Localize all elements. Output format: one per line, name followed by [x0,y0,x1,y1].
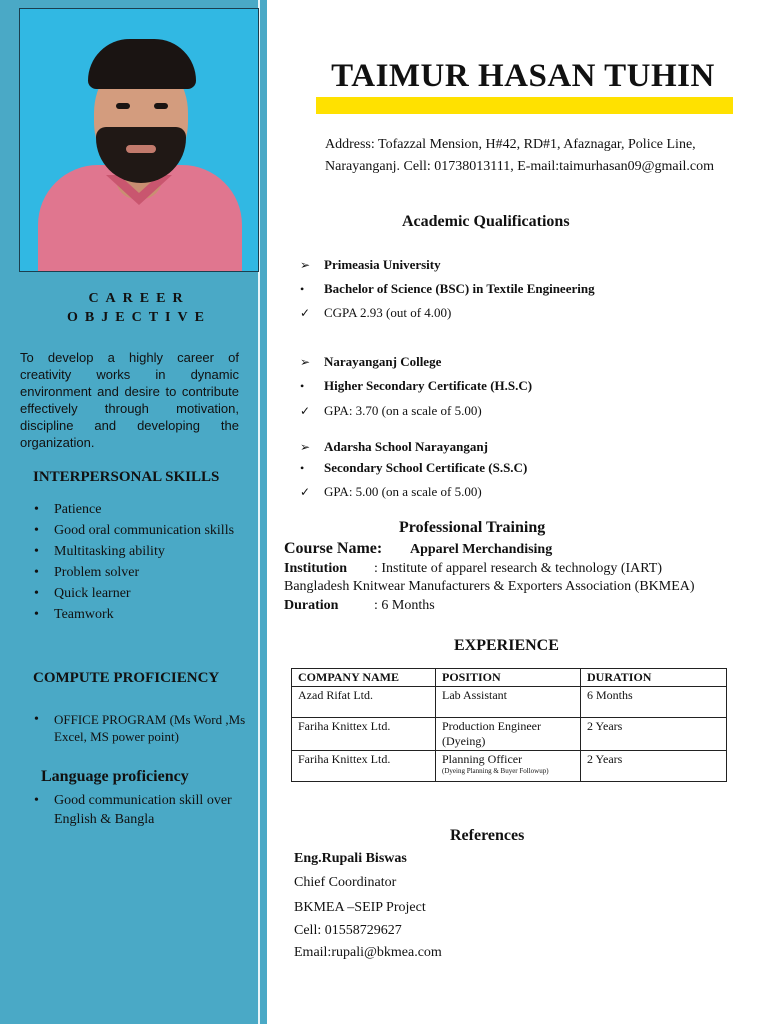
academic-row-text: Bachelor of Science (BSC) in Textile Engineering [324,281,595,296]
academic-row-text: GPA: 3.70 (on a scale of 5.00) [324,403,482,418]
academic-row [300,460,527,476]
language-proficiency-list [32,791,232,831]
academic-row-text: Primeasia University [324,257,441,272]
position-text: Planning Officer [442,752,523,766]
check-icon: ✓ [300,306,311,320]
academic-row [300,257,441,273]
reference-role: Chief Coordinator [294,875,397,890]
academic-row-text: Secondary School Certificate (S.S.C) [324,460,528,475]
duration-cell: 2 Years [581,751,727,782]
academic-row [300,403,482,419]
position-note: (Dyeing Planning & Buyer Followup) [442,767,549,775]
reference-org: BKMEA –SEIP Project [294,900,426,915]
career-title-line1: CAREER [88,291,190,306]
institution-line2: Bangladesh Knitwear Manufacturers & Exporters Association (BKMEA) [284,579,695,594]
academic-row-text: GPA: 5.00 (on a scale of 5.00) [324,484,482,499]
contact-address: Address: Tofazzal Mension, H#42, RD#1, Afaznagar, Police Line, Narayanganj. Cell: 01738013111, E-mail:taimurhasan09@gmail.com [325,137,714,174]
table-header-row [292,669,727,687]
academic-row-text: Narayanganj College [324,354,442,369]
bullet-icon: • [300,461,305,475]
references-title: References [450,827,525,844]
photo-hair [88,39,196,89]
table-row [292,751,727,782]
skill-item: • Multitasking ability [32,542,252,561]
academic-row [300,484,482,500]
career-objective-text: To develop a highly career of creativity works in dynamic environment and desire to contribute effectively through motivation, discipline and developing the organization. [20,350,239,450]
compute-proficiency-list [32,711,247,747]
academic-row-text: Higher Secondary Certificate (H.S.C) [324,378,533,393]
skill-item: • Teamwork [32,605,252,624]
experience-table [291,668,727,782]
academic-row [300,378,532,394]
academic-qualifications-title: Academic Qualifications [402,213,570,230]
career-objective-title [20,289,258,327]
reference-cell: Cell: 01558729627 [294,923,402,938]
table-row [292,687,727,718]
company-cell: Azad Rifat Ltd. [292,687,436,718]
check-icon: ✓ [300,404,311,418]
photo-eye-left [116,103,130,109]
compute-item: • OFFICE PROGRAM (Ms Word ,Ms Excel, MS power point) [32,711,247,745]
language-proficiency-title: Language proficiency [41,768,189,785]
course-name-value: Apparel Merchandising [410,542,553,557]
position-cell [436,751,581,782]
academic-row [300,354,441,370]
institution-value: : Institute of apparel research & technology (IART) [374,561,662,576]
name-underline-bar [316,97,733,114]
reference-name: Eng.Rupali Biswas [294,851,407,866]
bullet-icon: • [300,379,305,393]
experience-title: EXPERIENCE [454,637,559,654]
photo-eye-right [154,103,168,109]
compute-proficiency-title: COMPUTE PROFICIENCY [33,670,220,686]
institution-label: Institution [284,561,348,576]
sidebar-edge [264,0,267,1024]
arrow-icon: ➢ [300,440,311,454]
professional-training-title: Professional Training [399,519,546,536]
skill-item: • Good oral communication skills [32,521,252,540]
reference-email: Email:rupali@bkmea.com [294,945,442,960]
bullet-icon: • [300,282,305,296]
check-icon: ✓ [300,485,311,499]
table-row [292,718,727,751]
position-cell: Lab Assistant [436,687,581,718]
company-cell: Fariha Knittex Ltd. [292,751,436,782]
arrow-icon: ➢ [300,355,311,369]
profile-photo [19,8,259,272]
career-title-line2: OBJECTIVE [67,310,211,325]
skill-item: • Problem solver [32,563,252,582]
language-item: • Good communication skill over English & Bangla [32,791,232,829]
skill-item: • Patience [32,500,252,519]
interpersonal-skills-list [32,500,252,626]
arrow-icon: ➢ [300,258,311,272]
duration-label: Duration [284,598,339,613]
academic-row [300,281,595,297]
column-header: COMPANY NAME [292,669,436,687]
candidate-name: TAIMUR HASAN TUHIN [331,58,715,94]
academic-row [300,439,488,455]
column-header: DURATION [581,669,727,687]
duration-row [284,598,435,614]
course-name-label: Course Name: [284,540,383,557]
academic-row-text: CGPA 2.93 (out of 4.00) [324,305,452,320]
duration-cell: 2 Years [581,718,727,751]
company-cell: Fariha Knittex Ltd. [292,718,436,751]
interpersonal-skills-title: INTERPERSONAL SKILLS [33,469,220,485]
photo-mouth [126,145,156,153]
academic-row [300,305,451,321]
institution-row [284,561,662,577]
position-cell: Production Engineer (Dyeing) [436,718,581,751]
column-header: POSITION [436,669,581,687]
duration-value: : 6 Months [374,598,435,613]
duration-cell: 6 Months [581,687,727,718]
academic-row-text: Adarsha School Narayanganj [324,439,488,454]
skill-item: • Quick learner [32,584,252,603]
